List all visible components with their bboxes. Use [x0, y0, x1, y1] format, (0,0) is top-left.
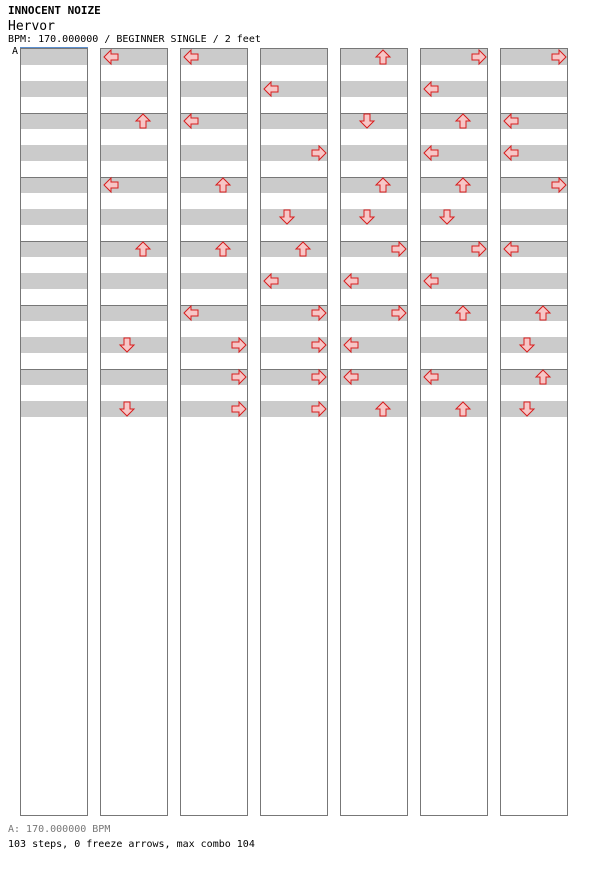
arrow-right-icon: [312, 146, 326, 160]
arrow-right-icon: [312, 338, 326, 352]
arrow-up-icon: [296, 242, 310, 256]
chart-column: [20, 48, 88, 816]
arrow-left-icon: [184, 306, 198, 320]
chart-column: [180, 48, 248, 816]
arrow-layer: [21, 49, 88, 433]
arrow-right-icon: [392, 306, 406, 320]
arrow-down-icon: [280, 210, 294, 224]
arrow-left-icon: [504, 146, 518, 160]
arrow-left-icon: [504, 242, 518, 256]
arrow-up-icon: [456, 114, 470, 128]
arrow-right-icon: [232, 338, 246, 352]
arrow-up-icon: [136, 114, 150, 128]
song-artist: INNOCENT NOIZE: [8, 4, 101, 17]
arrow-right-icon: [472, 242, 486, 256]
arrow-left-icon: [104, 178, 118, 192]
arrow-left-icon: [104, 50, 118, 64]
chart-column: [100, 48, 168, 816]
bpm-legend: A: 170.000000 BPM: [8, 824, 111, 835]
arrow-down-icon: [120, 402, 134, 416]
arrow-down-icon: [440, 210, 454, 224]
arrow-right-icon: [472, 50, 486, 64]
chart-info: BPM: 170.000000 / BEGINNER SINGLE / 2 feet: [8, 34, 261, 45]
arrow-right-icon: [312, 370, 326, 384]
arrow-up-icon: [376, 178, 390, 192]
arrow-layer: [421, 49, 488, 433]
arrow-down-icon: [520, 338, 534, 352]
arrow-right-icon: [312, 306, 326, 320]
arrow-layer: [261, 49, 328, 433]
arrow-left-icon: [184, 50, 198, 64]
arrow-left-icon: [264, 82, 278, 96]
arrow-up-icon: [536, 370, 550, 384]
song-title: Hervor: [8, 19, 55, 34]
arrow-up-icon: [376, 50, 390, 64]
arrow-left-icon: [424, 370, 438, 384]
arrow-down-icon: [360, 210, 374, 224]
arrow-left-icon: [344, 370, 358, 384]
arrow-layer: [341, 49, 408, 433]
chart-column: [260, 48, 328, 816]
chart-column: [340, 48, 408, 816]
arrow-left-icon: [504, 114, 518, 128]
arrow-down-icon: [120, 338, 134, 352]
arrow-left-icon: [424, 82, 438, 96]
arrow-up-icon: [456, 178, 470, 192]
arrow-right-icon: [312, 402, 326, 416]
arrow-left-icon: [424, 274, 438, 288]
arrow-up-icon: [376, 402, 390, 416]
arrow-layer: [101, 49, 168, 433]
arrow-layer: [501, 49, 568, 433]
arrow-left-icon: [424, 146, 438, 160]
arrow-left-icon: [344, 338, 358, 352]
arrow-down-icon: [520, 402, 534, 416]
arrow-right-icon: [392, 242, 406, 256]
arrow-layer: [181, 49, 248, 433]
arrow-up-icon: [456, 306, 470, 320]
bpm-marker-label: A: [12, 46, 19, 57]
arrow-up-icon: [136, 242, 150, 256]
chart-column: [500, 48, 568, 816]
chart-column: [420, 48, 488, 816]
arrow-down-icon: [360, 114, 374, 128]
arrow-right-icon: [232, 370, 246, 384]
arrow-up-icon: [216, 178, 230, 192]
arrow-left-icon: [184, 114, 198, 128]
arrow-left-icon: [344, 274, 358, 288]
arrow-up-icon: [216, 242, 230, 256]
arrow-right-icon: [232, 402, 246, 416]
arrow-up-icon: [536, 306, 550, 320]
chart-stats: 103 steps, 0 freeze arrows, max combo 104: [8, 839, 255, 850]
arrow-left-icon: [264, 274, 278, 288]
arrow-up-icon: [456, 402, 470, 416]
arrow-right-icon: [552, 178, 566, 192]
arrow-right-icon: [552, 50, 566, 64]
